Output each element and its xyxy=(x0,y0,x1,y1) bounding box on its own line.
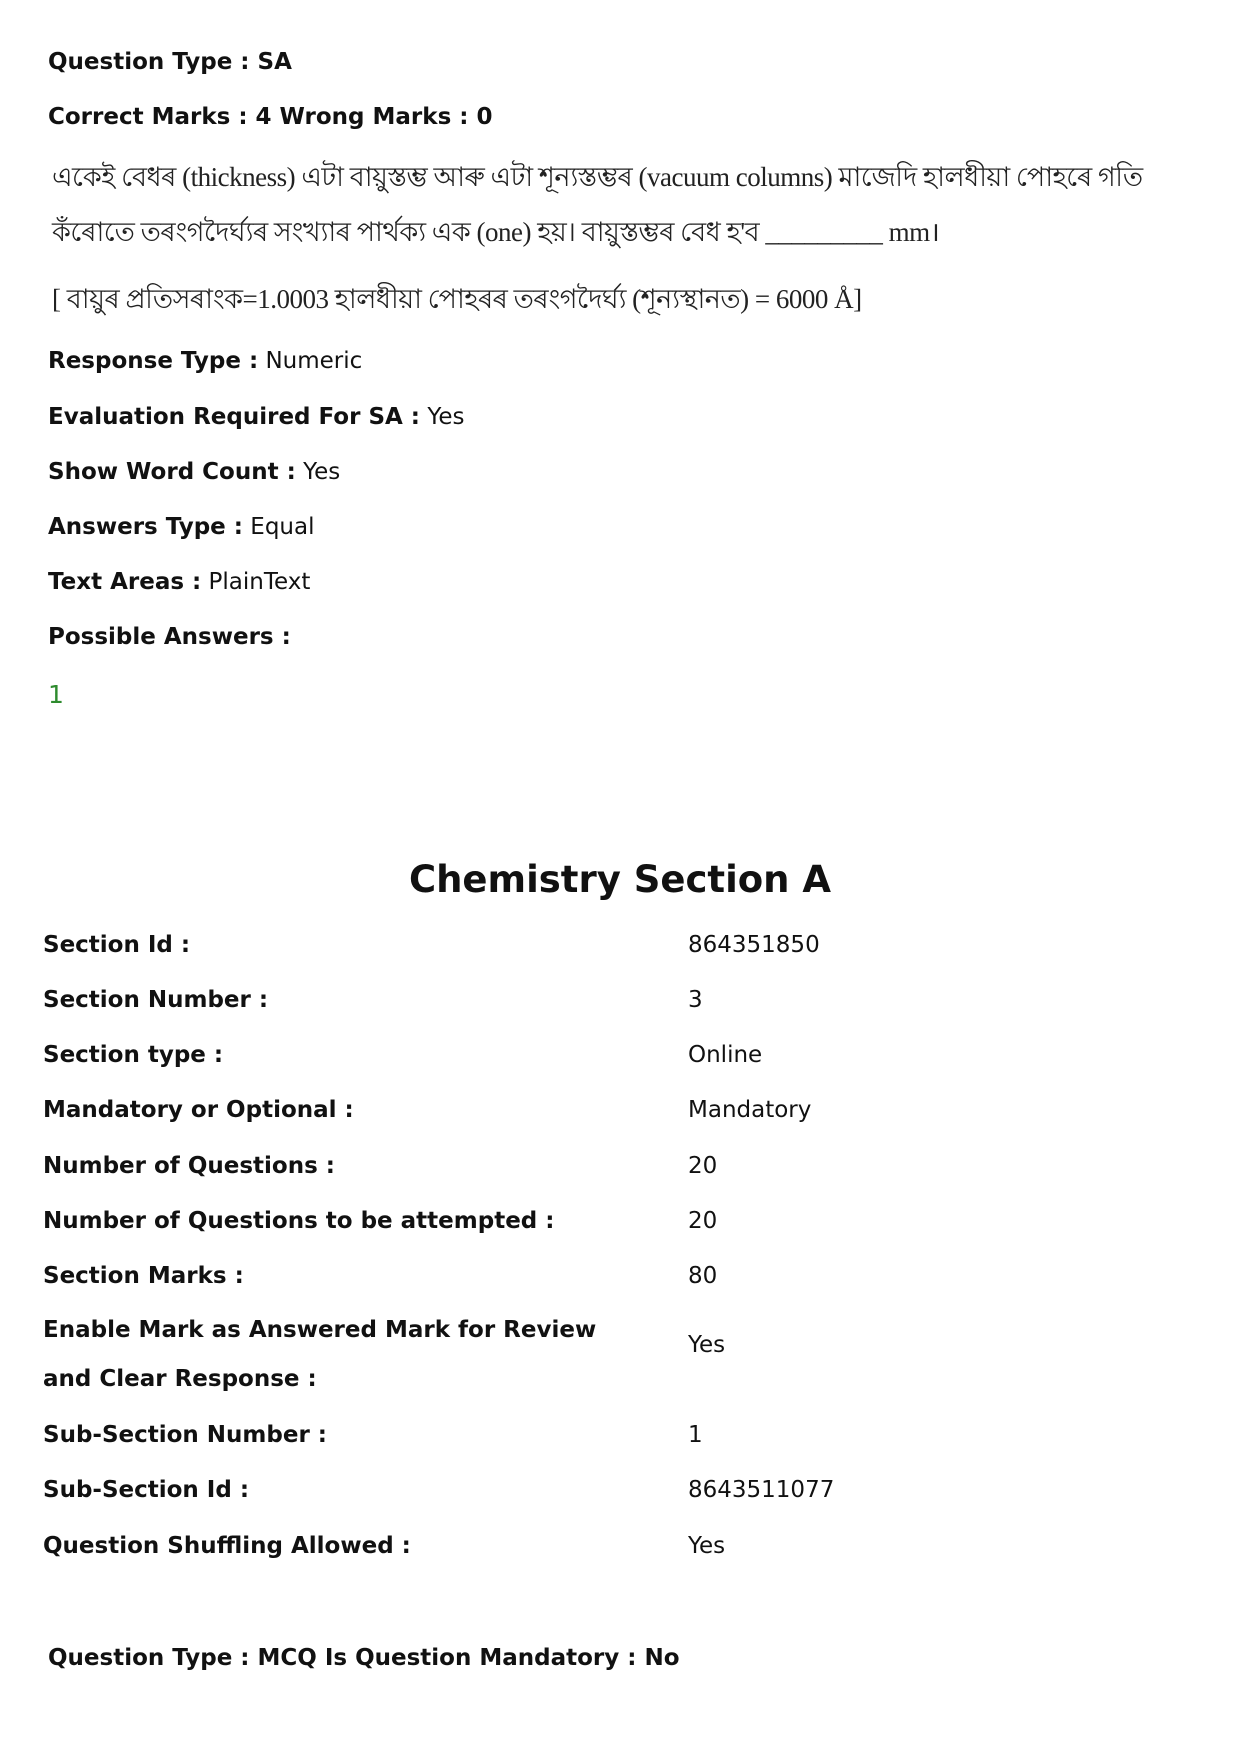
question-text-line-2: কঁৰোতে তৰংগদৈৰ্ঘ্যৰ সংখ্যাৰ পাৰ্থক্য এক (one) হয়। বায়ুস্তম্ভৰ বেধ হ'ব _________ mm। xyxy=(52,217,940,247)
row-value: 80 xyxy=(688,1263,718,1289)
question-text-line-1: একেই বেধৰ (thickness) এটা বায়ুস্তম্ভ আৰু এটা শূন্যস্তম্ভৰ (vacuum columns) মাজেদি হালধীয়া পোহৰে গতি xyxy=(52,162,1143,192)
field-label: Answers Type : xyxy=(48,514,243,540)
row-label: Enable Mark as Answered Mark for Review and Clear Response : xyxy=(43,1317,597,1392)
row-label: Section Marks : xyxy=(43,1263,244,1289)
field-value: Equal xyxy=(250,514,315,540)
row-label: Section type : xyxy=(43,1042,224,1068)
row-value: 20 xyxy=(688,1208,718,1234)
row-value: 864351850 xyxy=(688,932,820,958)
row-value: 8643511077 xyxy=(688,1477,835,1503)
field-value: Yes xyxy=(427,404,465,430)
question-text-line-3: [ বায়ুৰ প্ৰতিসৰাংক=1.0003 হালধীয়া পোহৰৰ তৰংগদৈৰ্ঘ্য (শূন্যস্থানত) = 6000 Å] xyxy=(52,284,862,314)
row-value: 20 xyxy=(688,1153,718,1179)
evaluation-required-field xyxy=(48,402,464,432)
section-title: Chemistry Section A xyxy=(408,858,832,901)
response-type-field xyxy=(48,346,362,376)
row-value: Online xyxy=(688,1042,763,1068)
possible-answers-field xyxy=(48,622,291,652)
text-areas-field xyxy=(48,567,310,597)
row-label: Mandatory or Optional : xyxy=(43,1097,354,1123)
field-label: Response Type : xyxy=(48,348,259,374)
field-label: Text Areas : xyxy=(48,569,202,595)
field-label: Show Word Count : xyxy=(48,459,296,485)
next-question-type-label: Question Type : MCQ Is Question Mandatory : No xyxy=(48,1645,680,1671)
row-label: Sub-Section Id : xyxy=(43,1477,250,1503)
row-label: Number of Questions to be attempted : xyxy=(43,1208,555,1234)
field-label: Evaluation Required For SA : xyxy=(48,404,421,430)
row-value: 3 xyxy=(688,987,703,1013)
field-label: Possible Answers : xyxy=(48,624,291,650)
row-value: 1 xyxy=(688,1422,703,1448)
row-value: Yes xyxy=(688,1332,726,1358)
marks-label: Correct Marks : 4 Wrong Marks : 0 xyxy=(48,104,493,130)
show-word-count-field xyxy=(48,457,340,487)
row-value: Yes xyxy=(688,1533,726,1559)
field-value: PlainText xyxy=(208,569,311,595)
row-label: Question Shuffling Allowed : xyxy=(43,1533,411,1559)
row-label: Sub-Section Number : xyxy=(43,1422,328,1448)
row-label: Section Id : xyxy=(43,932,191,958)
row-label: Number of Questions : xyxy=(43,1153,335,1179)
field-value: Yes xyxy=(303,459,341,485)
row-label: Section Number : xyxy=(43,987,269,1013)
question-type-label: Question Type : SA xyxy=(48,49,292,75)
row-value: Mandatory xyxy=(688,1097,812,1123)
field-value: Numeric xyxy=(265,348,363,374)
answers-type-field xyxy=(48,512,315,542)
possible-answer-value: 1 xyxy=(48,680,64,709)
